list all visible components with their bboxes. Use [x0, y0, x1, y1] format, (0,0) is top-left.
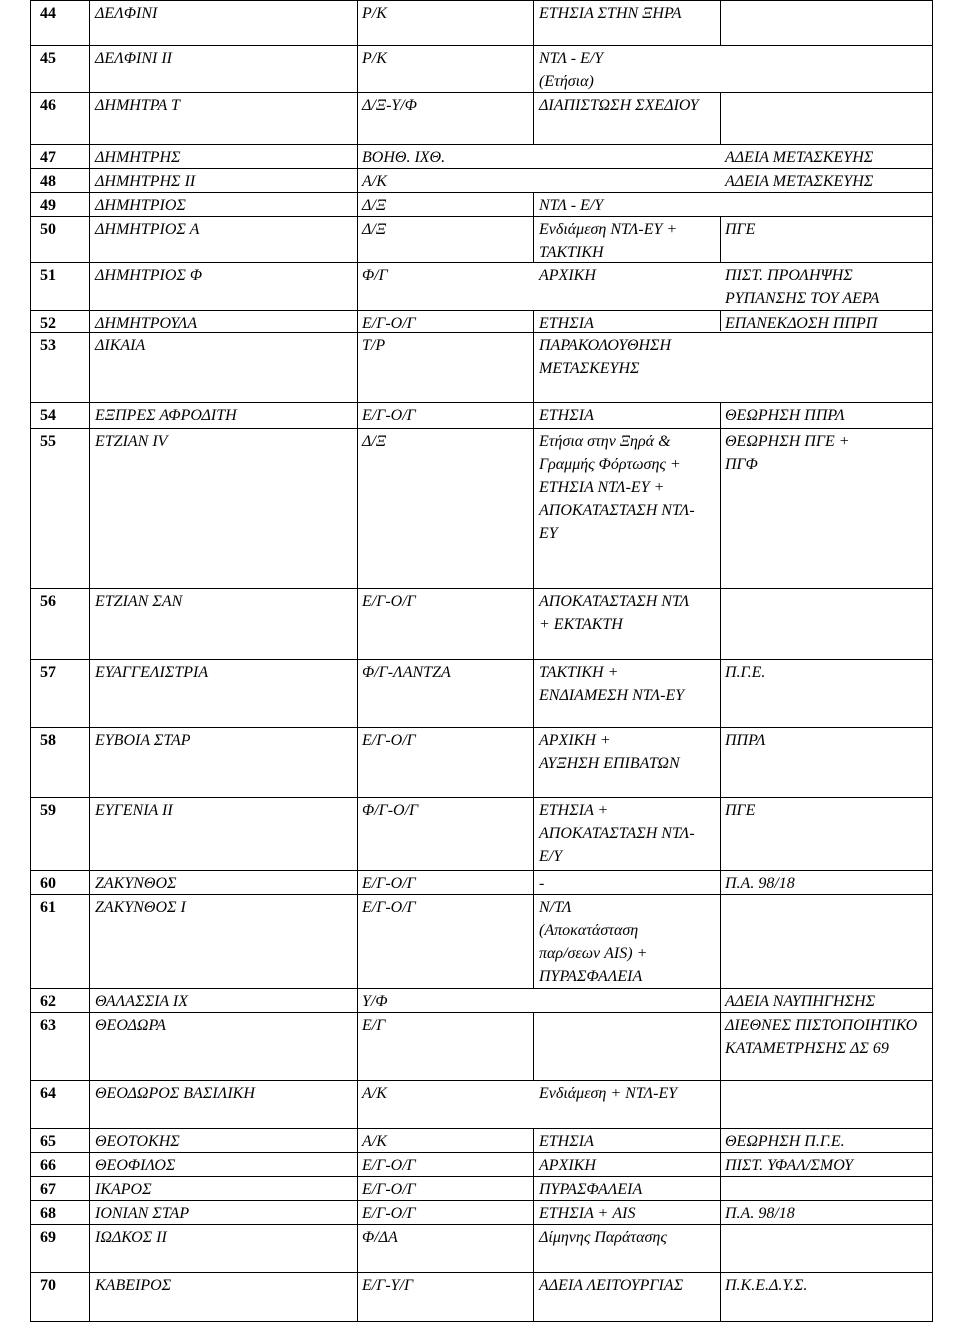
- cell-type: Δ/Ξ: [362, 221, 387, 238]
- cell-inspection: Ενδιάμεση + ΝΤΛ-ΕΥ: [539, 1085, 678, 1102]
- cell-type: Ε/Γ-Ο/Γ: [362, 1157, 416, 1174]
- cell-num: 54: [40, 407, 56, 424]
- cell-type: Ε/Γ-Ο/Γ: [362, 1181, 416, 1198]
- row-divider: [30, 262, 933, 263]
- row-divider: [30, 988, 933, 989]
- cell-type: Ρ/Κ: [362, 50, 387, 67]
- cell-notes: ΠΙΣΤ. ΠΡΟΛΗΨΗΣ ΡΥΠΑΝΣΗΣ ΤΟΥ ΑΕΡΑ: [725, 267, 880, 307]
- cell-type: Δ/Ξ-Υ/Φ: [362, 97, 417, 114]
- cell-name: ΔΗΜΗΤΡΙΟΣ Α: [95, 221, 200, 238]
- cell-num: 45: [40, 50, 56, 67]
- cell-name: ΕΥΓΕΝΙΑ ΙΙ: [95, 802, 173, 819]
- cell-inspection: Ν/ΤΛ (Αποκατάσταση παρ/σεων AIS) + ΠΥΡΑΣΦΑΛΕΙΑ: [539, 899, 648, 985]
- cell-notes: ΠΓΕ: [725, 221, 756, 238]
- cell-type: Ε/Γ-Ο/Γ: [362, 407, 416, 424]
- cell-inspection: ΑΡΧΙΚΗ: [539, 267, 596, 284]
- cell-notes: ΑΔΕΙΑ ΜΕΤΑΣΚΕΥΗΣ: [725, 173, 874, 190]
- cell-name: ΔΗΜΗΤΡΙΟΣ: [95, 197, 186, 214]
- column-divider: [533, 192, 534, 262]
- row-divider: [30, 1128, 933, 1129]
- cell-name: ΖΑΚΥΝΘΟΣ Ι: [95, 899, 186, 916]
- row-divider: [30, 1080, 933, 1081]
- cell-inspection: ΝΤΛ - Ε/Υ (Ετήσια): [539, 50, 604, 90]
- row-divider: [30, 588, 933, 589]
- cell-type: Ε/Γ-Ο/Γ: [362, 899, 416, 916]
- cell-num: 49: [40, 197, 56, 214]
- cell-num: 48: [40, 173, 56, 190]
- cell-name: ΔΗΜΗΤΡΟΥΛΑ: [95, 315, 198, 332]
- column-divider: [357, 0, 358, 1322]
- cell-type: Τ/Ρ: [362, 337, 386, 354]
- column-divider: [533, 1128, 534, 1322]
- row-divider: [30, 428, 933, 429]
- cell-inspection: ΑΡΧΙΚΗ: [539, 1157, 596, 1174]
- cell-notes: Π.Α. 98/18: [725, 1205, 795, 1222]
- row-divider: [30, 45, 933, 46]
- column-divider: [720, 92, 721, 144]
- cell-notes: ΑΔΕΙΑ ΝΑΥΠΗΓΗΣΗΣ: [725, 993, 876, 1010]
- cell-name: ΕΤΖΙΑΝ IV: [95, 433, 168, 450]
- cell-inspection: ΠΑΡΑΚΟΛΟΥΘΗΣΗ ΜΕΤΑΣΚΕΥΗΣ: [539, 337, 672, 377]
- cell-notes: Π.Γ.Ε.: [725, 664, 766, 681]
- row-divider: [30, 0, 933, 1]
- cell-name: ΙΟΝΙΑΝ ΣΤΑΡ: [95, 1205, 190, 1222]
- column-divider: [89, 0, 90, 1322]
- row-divider: [30, 144, 933, 145]
- cell-num: 61: [40, 899, 56, 916]
- cell-name: ΔΕΛΦΙΝΙ: [95, 5, 158, 22]
- column-divider: [720, 216, 721, 262]
- cell-num: 69: [40, 1229, 56, 1246]
- cell-num: 59: [40, 802, 56, 819]
- cell-num: 63: [40, 1017, 56, 1034]
- cell-type: Δ/Ξ: [362, 433, 387, 450]
- cell-type: Ε/Γ-Υ/Γ: [362, 1277, 414, 1294]
- cell-notes: ΠΠΡΛ: [725, 732, 766, 749]
- cell-type: Ε/Γ-Ο/Γ: [362, 593, 416, 610]
- cell-name: ΔΕΛΦΙΝΙ ΙΙ: [95, 50, 172, 67]
- cell-name: ΔΗΜΗΤΡΗΣ ΙΙ: [95, 173, 196, 190]
- cell-num: 52: [40, 315, 56, 332]
- column-divider: [720, 310, 721, 331]
- cell-inspection: ΤΑΚΤΙΚΗ + ΕΝΔΙΑΜΕΣΗ ΝΤΛ-ΕΥ: [539, 664, 685, 704]
- cell-inspection: Ενδιάμεση ΝΤΛ-ΕΥ + ΤΑΚΤΙΚΗ: [539, 221, 678, 261]
- cell-num: 57: [40, 664, 56, 681]
- cell-num: 67: [40, 1181, 56, 1198]
- cell-type: Ρ/Κ: [362, 5, 387, 22]
- cell-notes: ΠΙΣΤ. ΥΦΑΛ/ΣΜΟΥ: [725, 1157, 854, 1174]
- cell-inspection: Ετήσια στην Ξηρά & Γραμμής Φόρτωσης + ΕΤΗΣΙΑ ΝΤΛ-ΕΥ + ΑΠΟΚΑΤΑΣΤΑΣΗ ΝΤΛ- ΕΥ: [539, 433, 695, 542]
- cell-inspection: ΕΤΗΣΙΑ: [539, 1133, 594, 1150]
- cell-inspection: ΠΥΡΑΣΦΑΛΕΙΑ: [539, 1181, 643, 1198]
- cell-type: Φ/Γ: [362, 267, 388, 284]
- cell-type: Ε/Γ-Ο/Γ: [362, 315, 416, 332]
- cell-num: 44: [40, 5, 56, 22]
- cell-notes: ΘΕΩΡΗΣΗ Π.Γ.Ε.: [725, 1133, 845, 1150]
- cell-inspection: ΕΤΗΣΙΑ: [539, 407, 594, 424]
- cell-name: ΖΑΚΥΝΘΟΣ: [95, 875, 177, 892]
- cell-type: Α/Κ: [362, 173, 387, 190]
- cell-num: 62: [40, 993, 56, 1010]
- cell-name: ΘΕΟΤΟΚΗΣ: [95, 1133, 180, 1150]
- row-divider: [30, 797, 933, 798]
- cell-type: Φ/Γ-Ο/Γ: [362, 802, 419, 819]
- cell-num: 58: [40, 732, 56, 749]
- cell-type: Ε/Γ-Ο/Γ: [362, 875, 416, 892]
- cell-inspection: ΑΡΧΙΚΗ + ΑΥΞΗΣΗ ΕΠΙΒΑΤΩΝ: [539, 732, 680, 772]
- cell-type: Ε/Γ: [362, 1017, 386, 1034]
- cell-num: 70: [40, 1277, 56, 1294]
- cell-name: ΕΥΑΓΓΕΛΙΣΤΡΙΑ: [95, 664, 209, 681]
- cell-notes: ΔΙΕΘΝΕΣ ΠΙΣΤΟΠΟΙΗΤΙΚΟ ΚΑΤΑΜΕΤΡΗΣΗΣ ΔΣ 69: [725, 1017, 918, 1057]
- cell-num: 53: [40, 337, 56, 354]
- cell-name: ΔΗΜΗΤΡΗΣ: [95, 149, 181, 166]
- cell-name: ΚΑΒΕΙΡΟΣ: [95, 1277, 172, 1294]
- cell-name: ΙΚΑΡΟΣ: [95, 1181, 152, 1198]
- column-divider: [720, 402, 721, 1322]
- cell-type: Ε/Γ-Ο/Γ: [362, 1205, 416, 1222]
- cell-notes: Π.Κ.Ε.Δ.Υ.Σ.: [725, 1277, 808, 1294]
- cell-inspection: ΕΤΗΣΙΑ + ΑΠΟΚΑΤΑΣΤΑΣΗ ΝΤΛ- Ε/Υ: [539, 802, 695, 865]
- cell-name: ΕΥΒΟΙΑ ΣΤΑΡ: [95, 732, 191, 749]
- cell-num: 66: [40, 1157, 56, 1174]
- cell-num: 68: [40, 1205, 56, 1222]
- row-divider: [30, 402, 933, 403]
- cell-notes: ΘΕΩΡΗΣΗ ΠΓΕ + ΠΓΦ: [725, 433, 850, 473]
- cell-notes: Π.Α. 98/18: [725, 875, 795, 892]
- column-divider: [533, 310, 534, 988]
- cell-name: ΘΕΟΔΩΡΟΣ ΒΑΣΙΛΙΚΗ: [95, 1085, 255, 1102]
- cell-notes: ΠΓΕ: [725, 802, 756, 819]
- cell-num: 47: [40, 149, 56, 166]
- cell-inspection: ΕΤΗΣΙΑ: [539, 315, 594, 332]
- column-divider: [533, 0, 534, 144]
- cell-num: 46: [40, 97, 56, 114]
- cell-num: 60: [40, 875, 56, 892]
- cell-type: Ε/Γ-Ο/Γ: [362, 732, 416, 749]
- cell-name: ΕΤΖΙΑΝ ΣΑΝ: [95, 593, 183, 610]
- cell-name: ΔΗΜΗΤΡΑ Τ: [95, 97, 180, 114]
- row-divider: [30, 659, 933, 660]
- cell-name: ΕΞΠΡΕΣ ΑΦΡΟΔΙΤΗ: [95, 407, 237, 424]
- cell-type: Δ/Ξ: [362, 197, 387, 214]
- cell-type: Α/Κ: [362, 1133, 387, 1150]
- cell-inspection: ΕΤΗΣΙΑ ΣΤΗΝ ΞΗΡΑ: [539, 5, 682, 22]
- cell-name: ΘΕΟΦΙΛΟΣ: [95, 1157, 176, 1174]
- column-divider: [30, 0, 31, 1322]
- row-divider: [30, 1200, 933, 1201]
- cell-inspection: Δίμηνης Παράτασης: [539, 1229, 667, 1246]
- column-divider: [720, 0, 721, 45]
- cell-num: 51: [40, 267, 56, 284]
- cell-name: ΙΩΔΚΟΣ ΙΙ: [95, 1229, 167, 1246]
- cell-name: ΔΙΚΑΙΑ: [95, 337, 146, 354]
- column-divider: [932, 0, 933, 1322]
- row-divider: [30, 727, 933, 728]
- cell-num: 55: [40, 433, 56, 450]
- cell-type: Α/Κ: [362, 1085, 387, 1102]
- cell-num: 64: [40, 1085, 56, 1102]
- cell-notes: ΕΠΑΝΕΚΔΟΣΗ ΠΠΡΠ: [725, 315, 878, 332]
- cell-name: ΘΕΟΔΩΡΑ: [95, 1017, 166, 1034]
- cell-type: Φ/Γ-ΛΑΝΤΖΑ: [362, 664, 451, 681]
- cell-inspection: -: [539, 875, 545, 892]
- cell-num: 50: [40, 221, 56, 238]
- cell-notes: ΘΕΩΡΗΣΗ ΠΠΡΛ: [725, 407, 845, 424]
- row-divider: [30, 310, 933, 311]
- cell-inspection: ΕΤΗΣΙΑ + AIS: [539, 1205, 636, 1222]
- cell-name: ΘΑΛΑΣΣΙΑ ΙΧ: [95, 993, 188, 1010]
- cell-type: Υ/Φ: [362, 993, 388, 1010]
- cell-num: 56: [40, 593, 56, 610]
- row-divider: [30, 92, 933, 93]
- cell-type: ΒΟΗΘ. ΙΧΘ.: [362, 149, 446, 166]
- cell-inspection: ΑΔΕΙΑ ΛΕΙΤΟΥΡΓΙΑΣ: [539, 1277, 684, 1294]
- cell-inspection: ΑΠΟΚΑΤΑΣΤΑΣΗ ΝΤΛ + ΕΚΤΑΚΤΗ: [539, 593, 690, 633]
- cell-inspection: ΔΙΑΠΙΣΤΩΣΗ ΣΧΕΔΙΟΥ: [539, 97, 699, 114]
- column-divider: [533, 1012, 534, 1080]
- cell-inspection: ΝΤΛ - Ε/Υ: [539, 197, 604, 214]
- cell-notes: ΑΔΕΙΑ ΜΕΤΑΣΚΕΥΗΣ: [725, 149, 874, 166]
- cell-type: Φ/ΔΑ: [362, 1229, 398, 1246]
- cell-name: ΔΗΜΗΤΡΙΟΣ Φ: [95, 267, 203, 284]
- row-divider: [30, 870, 933, 871]
- row-divider: [30, 1272, 933, 1273]
- cell-num: 65: [40, 1133, 56, 1150]
